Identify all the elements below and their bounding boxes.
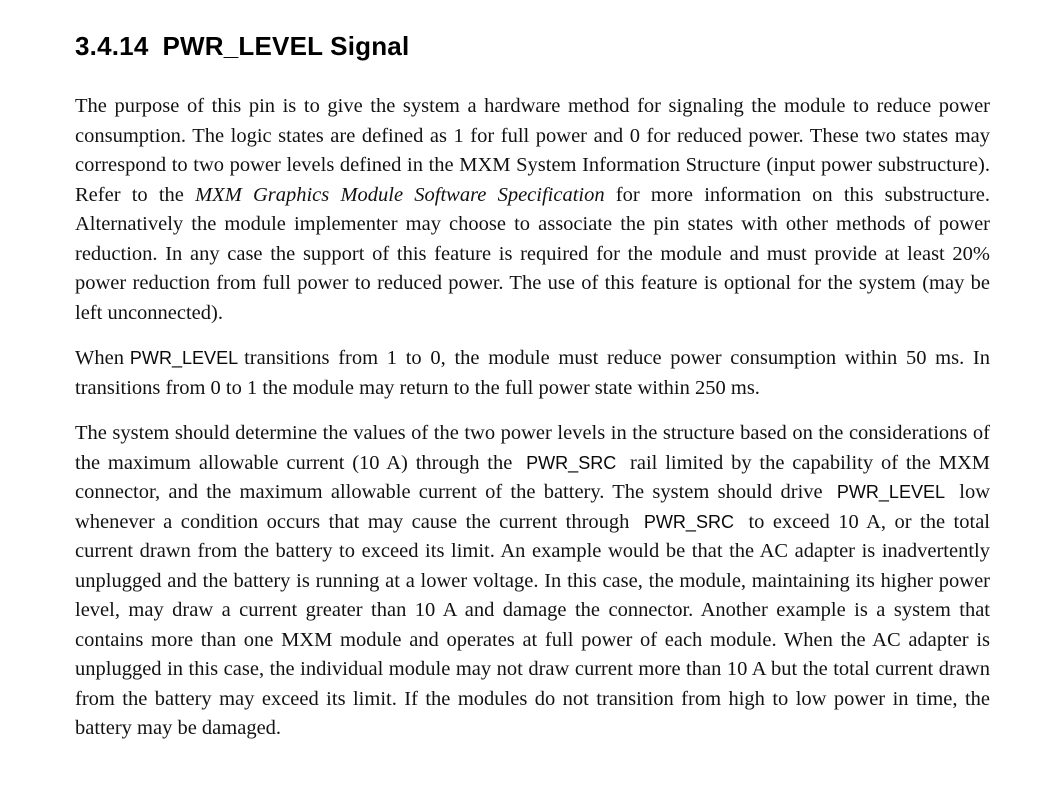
section-heading — [75, 30, 990, 62]
signal-name: PWR_LEVEL — [129, 348, 239, 368]
section-title: PWR_LEVEL Signal — [162, 31, 410, 61]
body-text: for more information on this substructure. Alternatively the module implementer may choose to associate the pin states with other methods of power reduction. In any case the support of this feature is required for the module and must provide at least 20% power reduction from full power to reduced power. The use of this feature is optional for the system (may be left unconnected). — [75, 183, 990, 324]
section-number: 3.4.14 — [75, 31, 149, 61]
body-text: low whenever a condition occurs that may cause the current through — [75, 481, 991, 533]
body-text: transitions from 1 to 0, the module must reduce power consumption within 50 ms. In transitions from 0 to 1 the module may return to the full power state within 250 ms. — [75, 347, 990, 399]
paragraph — [75, 344, 990, 403]
signal-name: PWR_SRC — [526, 452, 617, 473]
paragraph — [75, 419, 990, 744]
document-title-reference: MXM Graphics Module Software Specification — [195, 183, 605, 206]
signal-name: PWR_SRC — [643, 511, 735, 532]
paragraph — [75, 92, 990, 328]
body-text: When — [75, 347, 124, 369]
signal-name: PWR_LEVEL — [836, 482, 946, 502]
body-text: rail limited by the capability of the MXM connector, and the maximum allowable current of the battery. The system should drive — [75, 451, 990, 503]
body-text: The system should determine the values of the two power levels in the structure based on the considerations of the maximum allowable current (10 A) through the — [75, 422, 990, 474]
body-text: to exceed 10 A, or the total current drawn from the battery to exceed its limit. An example would be that the AC adapter is inadvertently unplugged and the battery is running at a lower voltage. In this case, the module, maintaining its higher power level, may draw a current greater than 10 A and damage the connector. Another example is a system that contains more than one MXM module and operates at full power of each module. When the AC adapter is unplugged in this case, the individual module may not draw current more than 10 A but the total current drawn from the battery may exceed its limit. If the modules do not transition from high to low power in time, the battery may be damaged. — [75, 510, 990, 739]
body-text: The purpose of this pin is to give the system a hardware method for signaling the module to reduce power consumption. The logic states are defined as 1 for full power and 0 for reduced power. These two states may correspond to two power levels defined in the MXM System Information Structure (input power substructure). Refer to the — [75, 95, 990, 206]
body-paragraphs — [75, 92, 990, 744]
